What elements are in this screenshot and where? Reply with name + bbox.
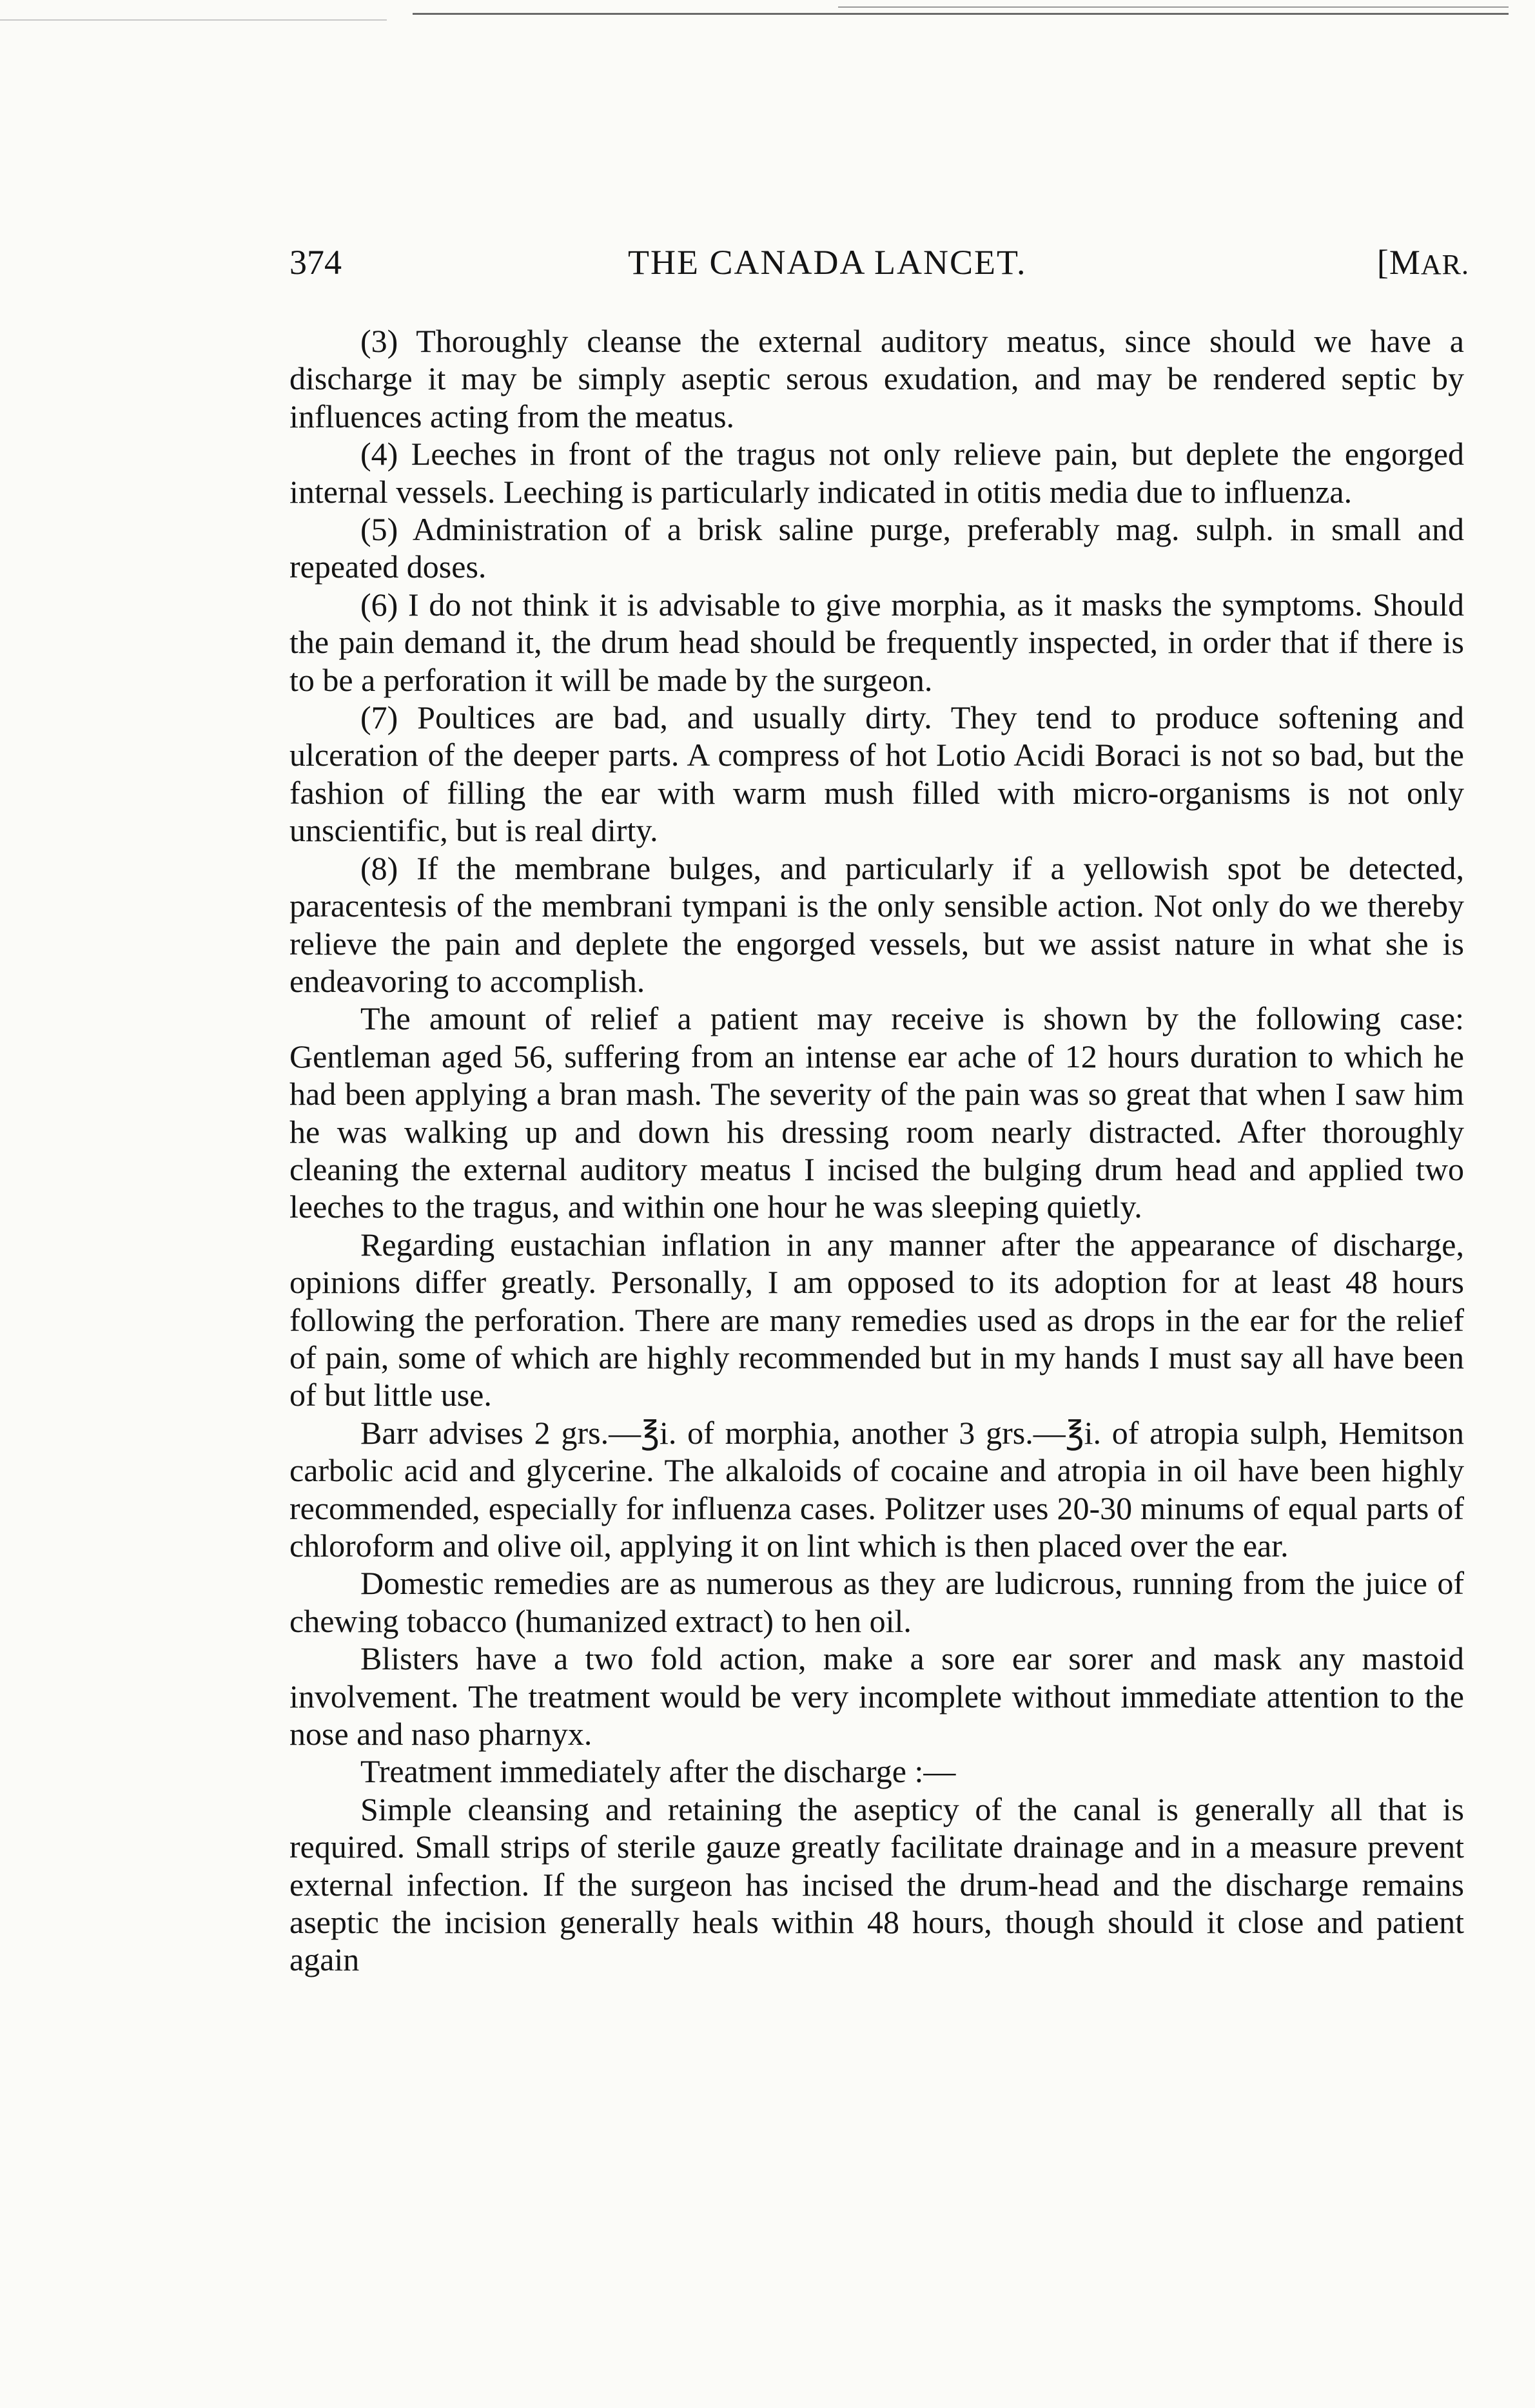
page-number: 374: [289, 243, 342, 282]
paragraph-case-report: The amount of relief a patient may receive is shown by the following case: Gentleman aged 56, suffering from an intense ear ache of 12 hours duration to which he had been applying a bran mash. The severity of the pain was so great that when I saw him he was walking up and down his dressing room nearly distracted. After thoroughly cleaning the external auditory meatus I incised the bulging drum head and applied two leeches to the tragus, and within one hour he was sleeping quietly.: [289, 1000, 1464, 1225]
paragraph-treatment-6: (6) I do not think it is advisable to give morphia, as it masks the symptoms. Should the pain demand it, the drum head should be frequently inspected, in order that if there is to be a perforation it will be made by the surgeon.: [289, 586, 1464, 698]
issue-month: [1377, 240, 1469, 287]
paragraph-treatment-3: (3) Thoroughly cleanse the external auditory meatus, since should we have a discharge it may be simply aseptic serous exudation, and may be rendered septic by influences acting from the meatus.: [289, 323, 1464, 434]
paragraph-domestic-remedies: Domestic remedies are as numerous as they are ludicrous, running from the juice of chewing tobacco (humanized extract) to hen oil.: [289, 1565, 1464, 1639]
article-body: [289, 322, 1464, 1979]
top-edge-rule-faint: [838, 6, 1509, 8]
paragraph-treatment-7: (7) Poultices are bad, and usually dirty. They tend to produce softening and ulceration of the deeper parts. A compress of hot Lotio Acidi Boraci is not so bad, but the fashion of filling the ear with warm mush filled with micro-organisms is not only unscientific, but is real dirty.: [289, 699, 1464, 849]
paragraph-treatment-5: (5) Administration of a brisk saline purge, preferably mag. sulph. in small and repeated doses.: [289, 511, 1464, 585]
month-bracket: [: [1376, 243, 1389, 282]
month-initial: M: [1389, 243, 1421, 282]
paragraph-treatment-8: (8) If the membrane bulges, and particularly if a yellowish spot be detected, paracentesis of the membrani tympani is the only sensible action. Not only do we thereby relieve the pain and deplete the engorged vessels, but we assist nature in what she is endeavoring to accomplish.: [289, 850, 1464, 999]
paragraph-blisters: Blisters have a two fold action, make a sore ear sorer and mask any mastoid involvement. The treatment would be very incomplete without immediate attention to the nose and naso pharnyx.: [289, 1640, 1464, 1753]
journal-title: THE CANADA LANCET.: [628, 243, 1027, 282]
month-rest: AR.: [1420, 249, 1469, 280]
top-edge-rule: [413, 13, 1509, 15]
paragraph-eustachian-inflation: Regarding eustachian inflation in any manner after the appearance of discharge, opinions differ greatly. Personally, I am opposed to its adoption for at least 48 hours following the perforation. There are many remedies used as drops in the ear for the relief of pain, some of which are highly recommended but in my hands I must say all have been of but little use.: [289, 1226, 1464, 1413]
paragraph-drops: Barr advises 2 grs.—℥i. of morphia, another 3 grs.—℥i. of atropia sulph, Hemitson carbolic acid and glycerine. The alkaloids of cocaine and atropia in oil have been highly recommended, especially for influenza cases. Politzer uses 20-30 minums of equal parts of chloroform and olive oil, applying it on lint which is then placed over the ear.: [289, 1414, 1464, 1564]
paragraph-treatment-4: (4) Leeches in front of the tragus not only relieve pain, but deplete the engorged internal vessels. Leeching is particularly indicated in otitis media due to influenza.: [289, 436, 1464, 510]
top-edge-smudge: [0, 19, 387, 21]
paragraph-cleansing: Simple cleansing and retaining the asepticy of the canal is generally all that is required. Small strips of sterile gauze greatly facilitate drainage and in a measure prevent external infection. If the surgeon has incised the drum-head and the discharge remains aseptic the incision generally heals within 48 hours, though should it close and patient again: [289, 1791, 1464, 1978]
paragraph-subheading: Treatment immediately after the discharge :—: [360, 1753, 956, 1790]
running-header: [289, 240, 1469, 285]
